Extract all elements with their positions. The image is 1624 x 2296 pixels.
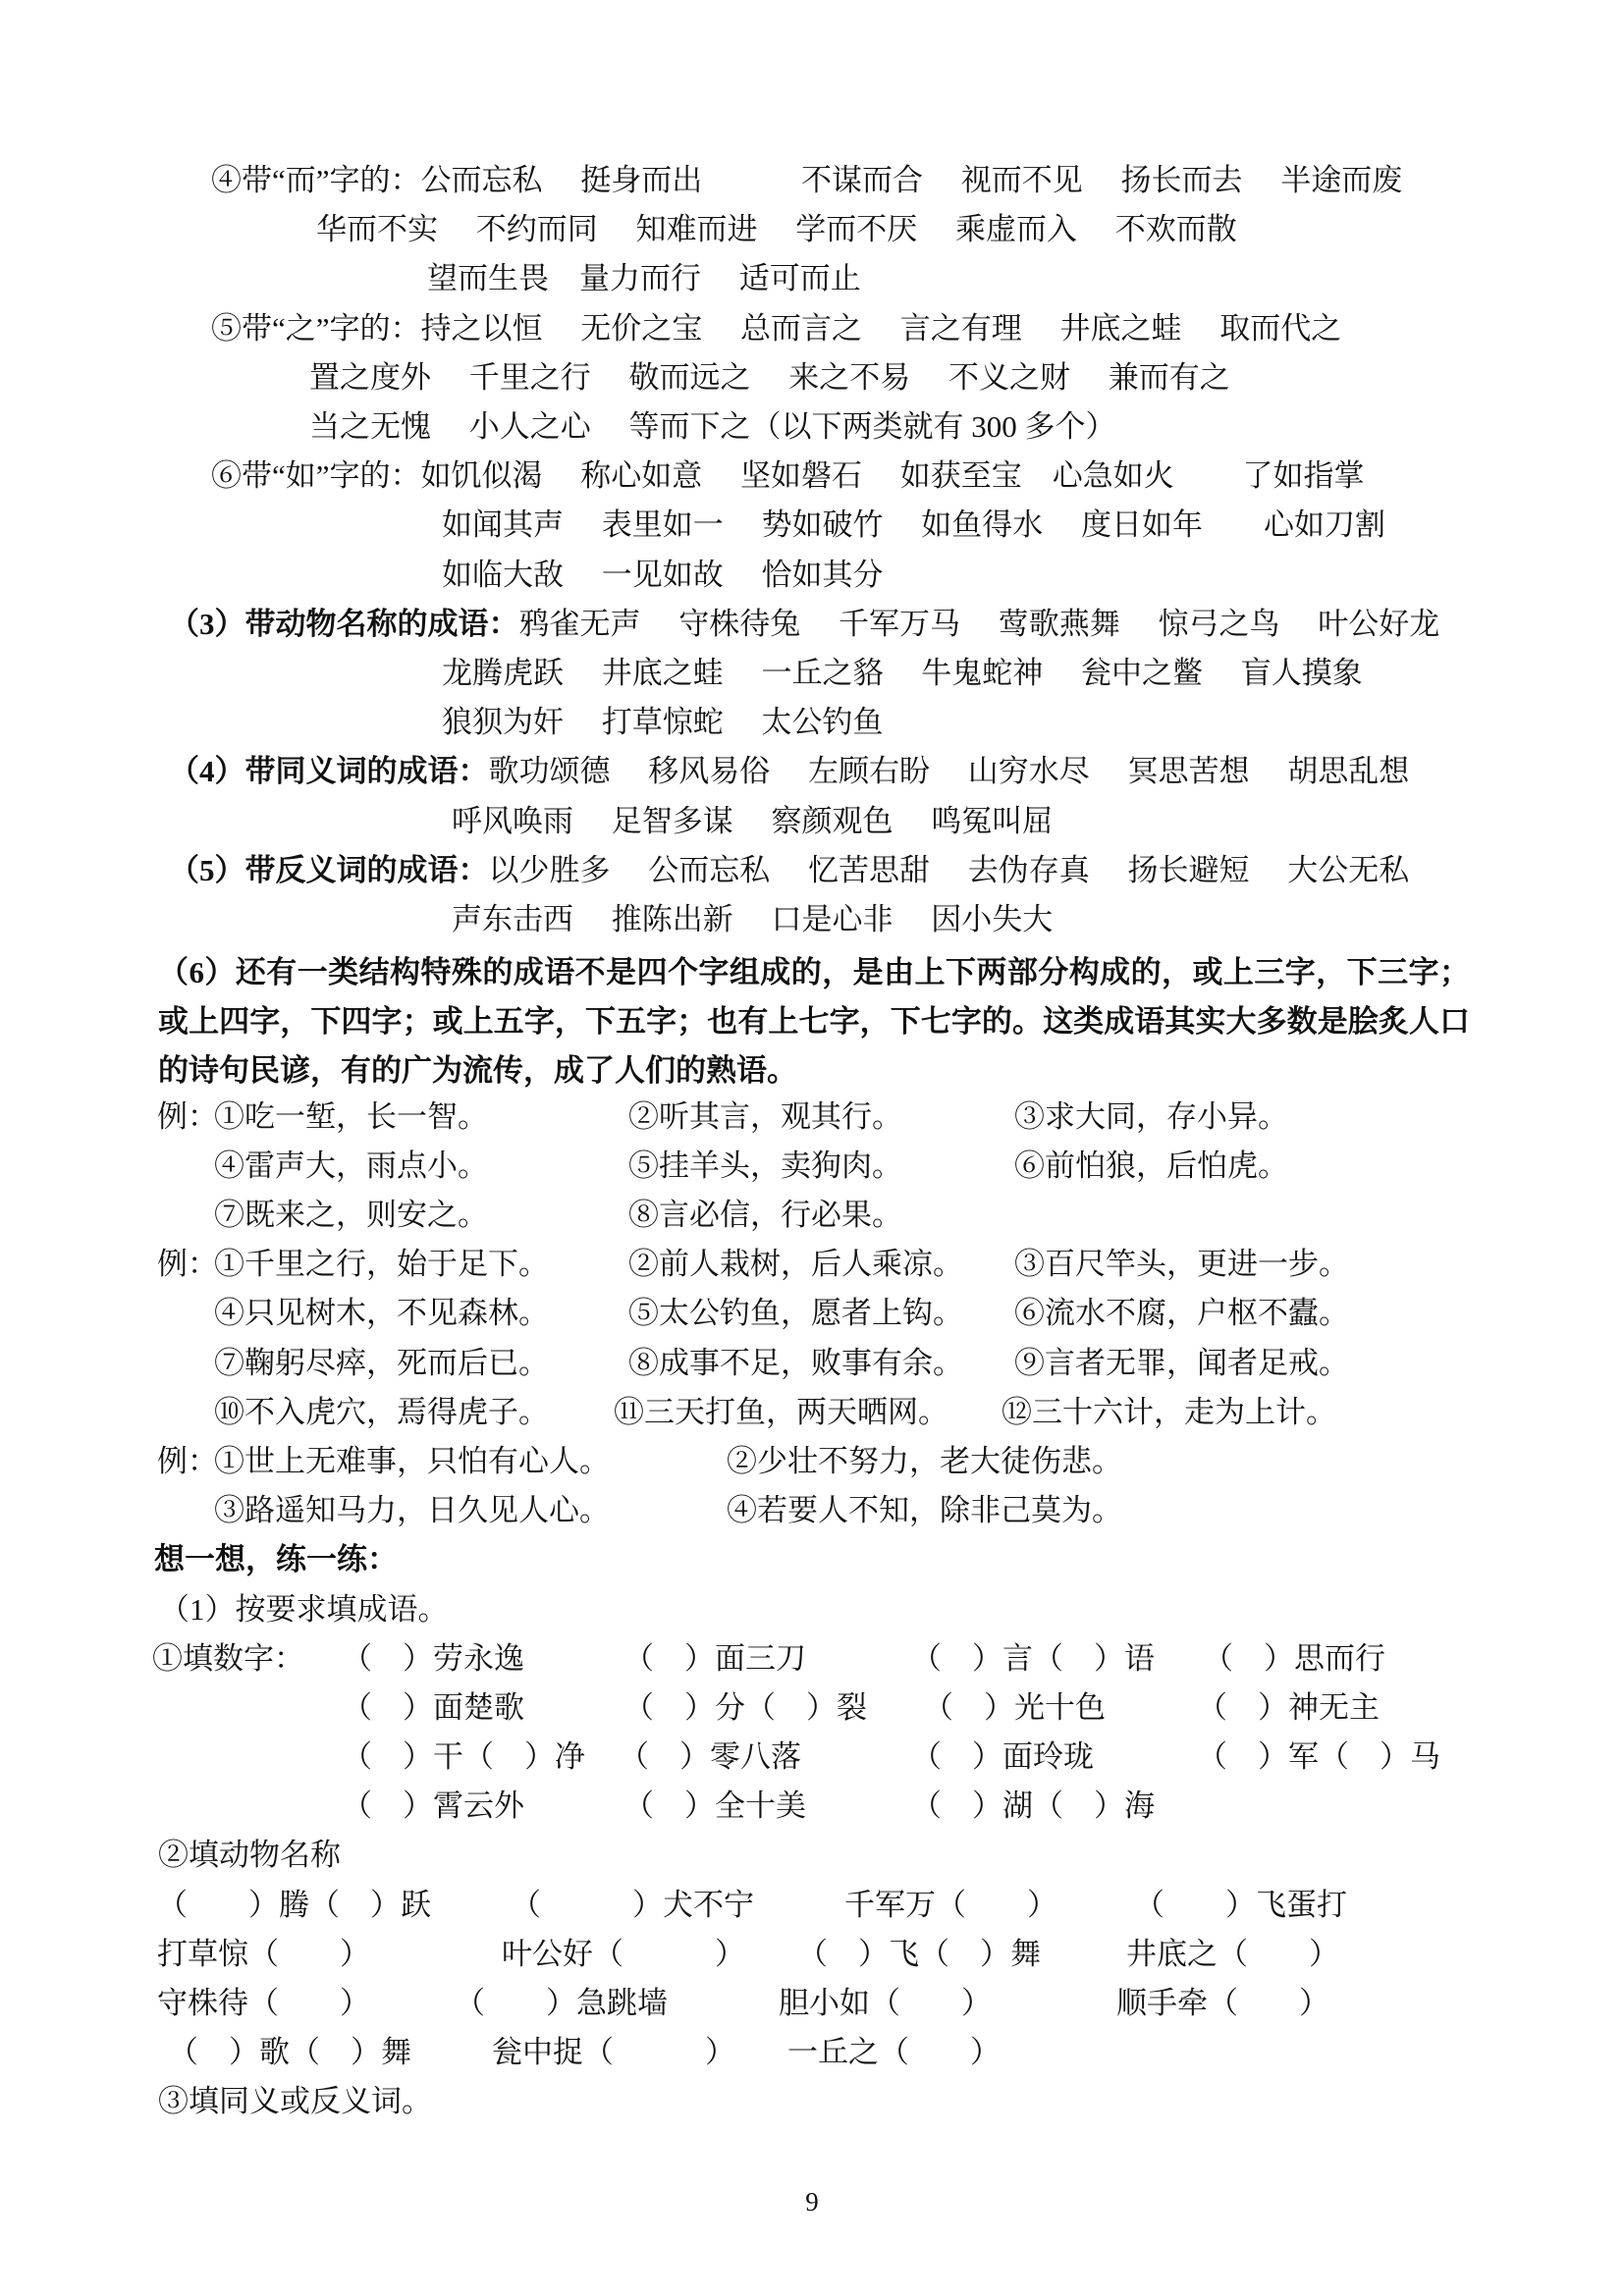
- section-ru-line1: [211, 456, 1365, 496]
- idiom-row: 呼风唤雨 足智多谋 察颜观色 鸣冤叫屈: [452, 804, 1054, 838]
- idiom-row: 华而不实 不约而同 知难而进 学而不厌 乘虚而入 不欢而散: [316, 212, 1237, 246]
- fill-blank-item: （ ）劳永逸: [342, 1641, 524, 1676]
- example-block2-label: 例：: [157, 1247, 218, 1281]
- example-block1-label: 例：: [157, 1099, 218, 1134]
- fill-blank-item: （ ）干（ ）净: [342, 1739, 585, 1774]
- example-item: ⑨言者无罪，闻者足戒。: [1014, 1346, 1349, 1380]
- idiom-row: 狼狈为奸 打草惊蛇 太公钓鱼: [442, 705, 884, 739]
- idiom-row: 如闻其声 表里如一 势如破竹 如鱼得水 度日如年 心如刀割: [442, 507, 1385, 542]
- fill-blank-item: 守株待（ ）: [157, 1986, 370, 2020]
- fill-blank-item: 打草惊（ ）: [157, 1937, 370, 1971]
- section-er-label: ④带“而”字的：: [211, 163, 421, 197]
- fill-blank-item: （ ）面楚歌: [342, 1690, 524, 1725]
- section-antonyms-line1: [169, 851, 1409, 890]
- idiom-row: 望而生畏 量力而行 适可而止: [427, 261, 861, 295]
- fill-animals-label: ②填动物名称: [158, 1838, 341, 1872]
- practice-item1: （1）按要求填成语。: [159, 1592, 449, 1627]
- section-animals-line1: [169, 605, 1439, 644]
- section-er-line2: [316, 210, 1237, 249]
- fill-blank-item: （ ）光十色: [923, 1690, 1106, 1725]
- fill-blank-item: 瓮中捉（ ）: [492, 2035, 735, 2069]
- fill-blank-item: 一丘之（ ）: [787, 2035, 1001, 2069]
- fill-blank-item: 千军万（ ）: [844, 1888, 1057, 1922]
- section-animals-label: （3）带动物名称的成语：: [169, 607, 519, 641]
- example-item: ④只见树木，不见森林。: [214, 1296, 549, 1330]
- example-item: ⑧言必信，行必果。: [628, 1198, 902, 1232]
- section-antonyms-label: （5）带反义词的成语：: [169, 853, 489, 887]
- fill-blank-item: （ ）腾（ ）跃: [157, 1888, 431, 1922]
- fill-blank-item: （ ）思而行: [1203, 1641, 1385, 1676]
- section-zhi-line1: [211, 309, 1341, 348]
- example-item: ③求大同，存小异。: [1014, 1099, 1288, 1134]
- fill-blank-item: （ ）言（ ）语: [911, 1641, 1155, 1676]
- idiom-row: 如饥似渴 称心如意 坚如磐石 如获至宝 心急如火 了如指掌: [420, 458, 1365, 493]
- example-item: ⑤挂羊头，卖狗肉。: [628, 1148, 902, 1183]
- example-item: ①吃一堑，长一智。: [214, 1099, 488, 1134]
- example-item: ⑫三十六计，走为上计。: [1001, 1395, 1336, 1429]
- example-item: ②听其言，观其行。: [628, 1099, 902, 1134]
- fill-blank-item: （ ）零八落: [619, 1739, 801, 1774]
- idiom-row: 鸦雀无声 守株待兔 千军万马 莺歌燕舞 惊弓之鸟 叶公好龙: [518, 607, 1440, 641]
- example-item: ④若要人不知，除非己莫为。: [727, 1493, 1122, 1527]
- example-item: ②前人栽树，后人乘凉。: [628, 1247, 963, 1281]
- section-synonyms-line1: [169, 752, 1409, 791]
- example-item: ②少壮不努力，老大徒伤悲。: [727, 1444, 1122, 1478]
- section-antonyms-line2: [452, 900, 1053, 939]
- example-item: ⑤太公钓鱼，愿者上钩。: [628, 1296, 963, 1330]
- fill-blank-item: （ ）霄云外: [342, 1789, 524, 1823]
- section-zhi-line2: [309, 358, 1230, 398]
- example-block3-label: 例：: [157, 1444, 218, 1478]
- section-animals-line3: [442, 703, 884, 742]
- section-animals-line2: [442, 654, 1363, 693]
- section-synonyms-label: （4）带同义词的成语：: [169, 754, 489, 788]
- example-item: ⑥流水不腐，户枢不蠹。: [1014, 1296, 1349, 1330]
- idiom-row: 以少胜多 公而忘私 忆苦思甜 去伪存真 扬长避短 大公无私: [488, 853, 1410, 887]
- idiom-row: 当之无愧 小人之心 等而下之（以下两类就有 300 多个）: [309, 409, 1116, 444]
- idiom-row: 声东击西 推陈出新 口是心非 因小失大: [452, 902, 1054, 936]
- idiom-row: 歌功颂德 移风易俗 左顾右盼 山穷水尽 冥思苦想 胡思乱想: [488, 754, 1410, 788]
- fill-blank-item: （ ）湖（ ）海: [911, 1789, 1155, 1823]
- fill-blank-item: （ ）面玲珑: [911, 1739, 1094, 1774]
- fill-blank-item: （ ）神无主: [1197, 1690, 1380, 1725]
- section-zhi-label: ⑤带“之”字的：: [211, 311, 421, 346]
- idiom-row: 公而忘私 挺身而出 不谋而合 视而不见 扬长而去 半途而废: [420, 163, 1403, 197]
- example-item: ⑦既来之，则安之。: [214, 1198, 488, 1232]
- idiom-row: 置之度外 千里之行 敬而远之 来之不易 不义之财 兼而有之: [309, 360, 1230, 395]
- section-ru-line3: [442, 556, 884, 595]
- fill-blank-item: （ ）飞蛋打: [1134, 1888, 1347, 1922]
- fill-blank-item: （ ）面三刀: [623, 1641, 806, 1676]
- section-ru-label: ⑥带“如”字的：: [211, 458, 421, 493]
- fill-blank-item: 胆小如（ ）: [779, 1986, 992, 2020]
- fill-blank-item: 井底之（ ）: [1126, 1937, 1339, 1971]
- example-item: ⑧成事不足，败事有余。: [628, 1346, 963, 1380]
- fill-blank-item: （ ）军（ ）马: [1197, 1739, 1440, 1774]
- section-ru-line2: [442, 506, 1385, 545]
- fill-blank-item: 顺手牵（ ）: [1116, 1986, 1329, 2020]
- example-item: ⑪三天打鱼，两天晒网。: [614, 1395, 948, 1429]
- section-er-line1: [211, 161, 1402, 200]
- fill-blank-item: （ ）分（ ）裂: [623, 1690, 867, 1725]
- example-item: ⑦鞠躬尽瘁，死而后已。: [214, 1346, 549, 1380]
- fill-blank-item: 叶公好（ ）: [502, 1937, 745, 1971]
- idiom-row: 龙腾虎跃 井底之蛙 一丘之貉 牛鬼蛇神 瓮中之鳖 盲人摸象: [442, 656, 1363, 690]
- example-item: ③百尺竿头，更进一步。: [1014, 1247, 1349, 1281]
- section-synonyms-line2: [452, 802, 1053, 841]
- practice-heading: 想一想，练一练：: [154, 1542, 398, 1576]
- section-er-line3: [427, 259, 861, 298]
- example-item: ⑥前怕狼，后怕虎。: [1014, 1148, 1288, 1183]
- example-item: ①千里之行，始于足下。: [214, 1247, 549, 1281]
- example-item: ①世上无难事，只怕有心人。: [214, 1444, 610, 1478]
- example-item: ③路遥知马力，日久见人心。: [214, 1493, 610, 1527]
- fill-blank-item: （ ）歌（ ）舞: [168, 2035, 411, 2069]
- section-zhi-line3: [309, 407, 1116, 447]
- fill-blank-item: （ ）犬不宁: [511, 1888, 754, 1922]
- idiom-row: 如临大敌 一见如故 恰如其分: [442, 558, 884, 592]
- example-item: ⑩不入虎穴，焉得虎子。: [214, 1395, 549, 1429]
- special-structure-note: （6）还有一类结构特殊的成语不是四个字组成的，是由上下两部分构成的，或上三字，下三字；或上四字，下四字；或上五字，下五字；也有上七字，下七字的。这类成语其实大多数是脍炙人口的诗句民谚，有的广为流传，成了人们的熟语。: [158, 955, 1470, 1088]
- fill-blank-item: （ ）全十美: [623, 1789, 806, 1823]
- page-number: 9: [805, 2187, 819, 2216]
- example-item: ④雷声大，雨点小。: [214, 1148, 488, 1183]
- idiom-row: 持之以恒 无价之宝 总而言之 言之有理 井底之蛙 取而代之: [420, 311, 1342, 346]
- fill-numbers-label: ①填数字：: [152, 1641, 304, 1676]
- fill-blank-item: （ ）飞（ ）舞: [797, 1937, 1041, 1971]
- practice-item3: ③填同义或反义词。: [158, 2084, 432, 2118]
- fill-blank-item: （ ）急跳墙: [455, 1986, 668, 2020]
